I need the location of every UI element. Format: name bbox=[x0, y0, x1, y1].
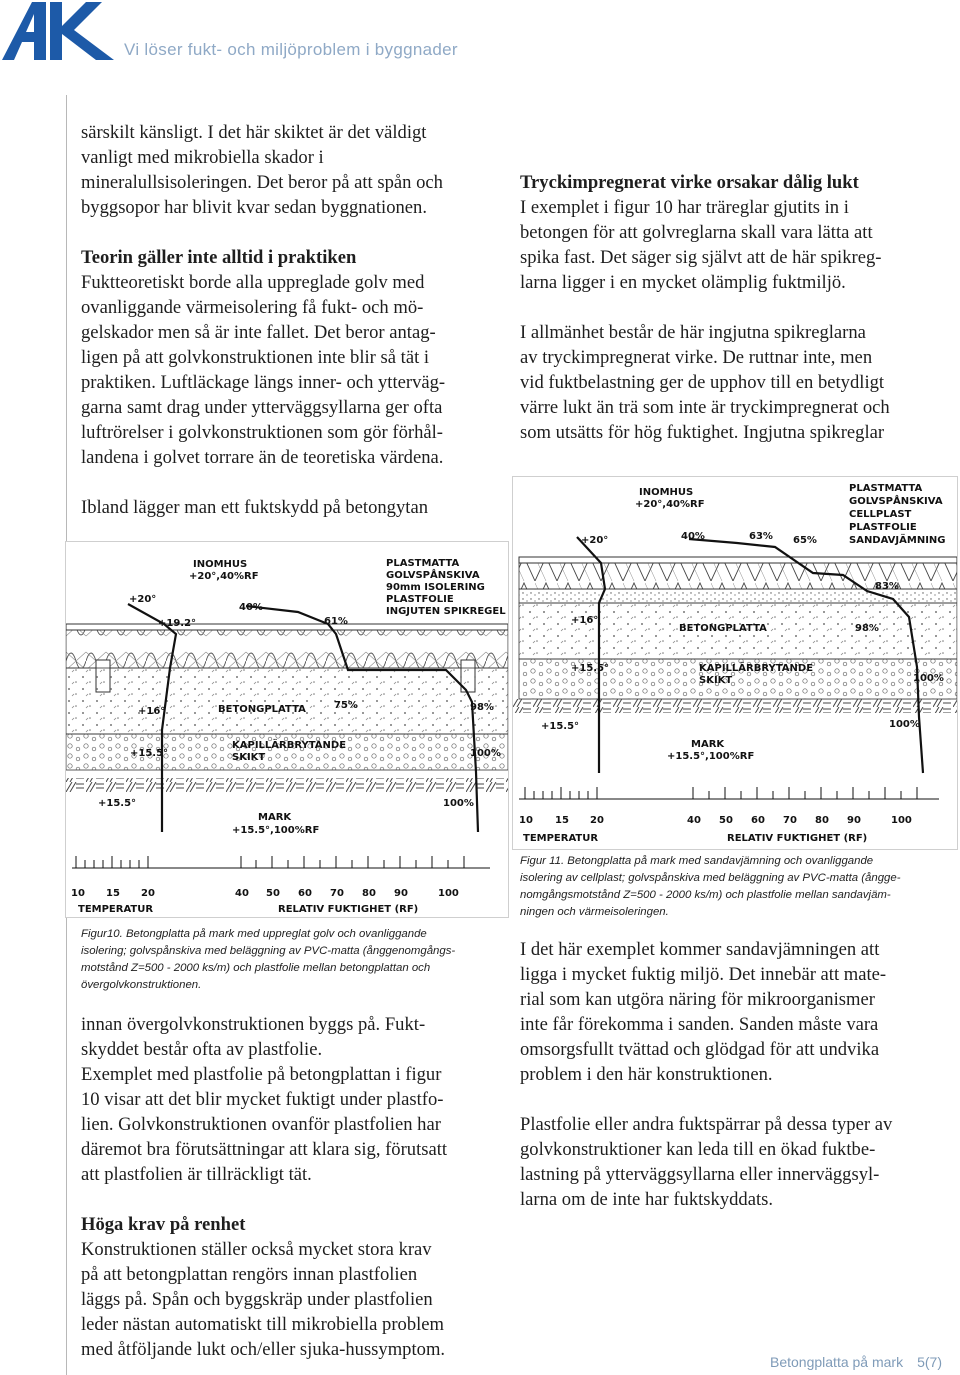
svg-text:10: 10 bbox=[71, 888, 85, 899]
text-line: Plastfolie eller andra fuktspärrar på dessa typer av bbox=[520, 1114, 893, 1135]
svg-text:+15.5°: +15.5° bbox=[541, 721, 580, 732]
svg-text:PLASTMATTA: PLASTMATTA bbox=[386, 558, 460, 569]
tagline: Vi löser fukt- och miljöproblem i byggnader bbox=[124, 40, 458, 59]
text-line: värre lukt än trä som inte är tryckimpregnerat och bbox=[520, 397, 890, 418]
figure-11-caption bbox=[520, 853, 901, 921]
text-line: nomgångsmotstånd Z=500 - 2000 ks/m) och plastfolie mellan sandavjäm- bbox=[520, 889, 891, 901]
svg-text:RELATIV FUKTIGHET (RF): RELATIV FUKTIGHET (RF) bbox=[727, 833, 868, 844]
figure-10-diagram bbox=[65, 541, 509, 918]
text-line: övergolvkonstruktionen. bbox=[81, 979, 202, 991]
heading-renhet: Höga krav på renhet bbox=[81, 1214, 246, 1235]
ak-logo bbox=[2, 2, 114, 60]
text-line: 10 visar att det blir mycket fuktigt under plastfo- bbox=[81, 1089, 444, 1110]
svg-text:MARK: MARK bbox=[691, 739, 725, 750]
text-line: I det här exemplet kommer sandavjämningen att bbox=[520, 939, 880, 960]
text-line: vanligt med mikrobiella skador i bbox=[81, 147, 324, 168]
footer-section: Betongplatta på mark bbox=[770, 1354, 904, 1370]
svg-text:70: 70 bbox=[330, 888, 344, 899]
left-block5 bbox=[81, 1237, 447, 1362]
svg-text:50: 50 bbox=[719, 815, 733, 826]
right-column-top bbox=[520, 170, 890, 445]
svg-text:GOLVSPÅNSKIVA: GOLVSPÅNSKIVA bbox=[849, 496, 943, 507]
text-line: problem i den här konstruktionen. bbox=[520, 1064, 773, 1085]
svg-text:75%: 75% bbox=[334, 700, 358, 711]
text-line: ovanliggande värmeisolering få fukt- och mö- bbox=[81, 297, 424, 318]
text-line: av tryckimpregnerat virke. De ruttnar inte, men bbox=[520, 347, 873, 368]
svg-text:PLASTFOLIE: PLASTFOLIE bbox=[849, 522, 917, 533]
svg-text:+20°,40%RF: +20°,40%RF bbox=[635, 499, 705, 510]
text-line: mineralullsisoleringen. Det beror på att spån och bbox=[81, 172, 443, 193]
svg-text:TEMPERATUR: TEMPERATUR bbox=[523, 833, 599, 844]
right-block1 bbox=[520, 195, 890, 295]
svg-text:100%: 100% bbox=[913, 673, 944, 684]
svg-text:+20°: +20° bbox=[581, 535, 609, 546]
text-line: larna om de inte har fuktskyddats. bbox=[520, 1189, 774, 1210]
svg-text:60: 60 bbox=[751, 815, 765, 826]
text-line: särskilt känsligt. I det här skiktet är det väldigt bbox=[81, 122, 427, 143]
text-line: gelskador men så är inte fallet. Det beror antag- bbox=[81, 322, 436, 343]
right-block3 bbox=[520, 937, 892, 1087]
text-line: larna ligger i en mycket olämplig fuktmiljö. bbox=[520, 272, 846, 293]
right-block4 bbox=[520, 1112, 892, 1212]
text-line: vid fuktbelastning ger de upphov till en betydligt bbox=[520, 372, 885, 393]
text-line: I allmänhet består de här ingjutna spikreglarna bbox=[520, 322, 866, 343]
text-line: Ibland lägger man ett fuktskydd på betongytan bbox=[81, 497, 428, 518]
text-line: isolering; golvspånskiva med beläggning av PVC-matta (ånggenomgångs- bbox=[81, 945, 456, 957]
svg-text:INGJUTEN SPIKREGEL: INGJUTEN SPIKREGEL bbox=[386, 606, 506, 617]
svg-text:61%: 61% bbox=[324, 616, 348, 627]
svg-text:98%: 98% bbox=[470, 702, 494, 713]
text-line: med åtföljande lukt och/eller sjuka-hussymptom. bbox=[81, 1339, 446, 1360]
svg-text:PLASTMATTA: PLASTMATTA bbox=[849, 483, 923, 494]
svg-text:60: 60 bbox=[298, 888, 312, 899]
svg-text:+15.5°: +15.5° bbox=[130, 748, 169, 759]
left-block3 bbox=[81, 495, 445, 520]
text-line: byggsopor har blivit kvar sedan byggnationen. bbox=[81, 197, 427, 218]
svg-text:90mm ISOLERING: 90mm ISOLERING bbox=[386, 582, 485, 593]
text-line: isolering av cellplast; golvspånskiva med beläggning av PVC-matta (ångge- bbox=[520, 872, 901, 884]
svg-text:+19.2°: +19.2° bbox=[158, 618, 197, 629]
svg-text:BETONGPLATTA: BETONGPLATTA bbox=[218, 704, 306, 715]
svg-text:100%: 100% bbox=[443, 798, 474, 809]
left-block1 bbox=[81, 120, 445, 220]
svg-text:100%: 100% bbox=[470, 748, 501, 759]
text-line: Figur 11. Betongplatta på mark med sandavjämning och ovanliggande bbox=[520, 855, 874, 867]
svg-text:40%: 40% bbox=[681, 531, 705, 542]
text-line: landena i golvet torrare än de teoretiska värdena. bbox=[81, 447, 444, 468]
text-line: läggs på. Spån och byggskräp under plastfolien bbox=[81, 1289, 433, 1310]
svg-text:20: 20 bbox=[141, 888, 155, 899]
svg-text:+15.5°,100%RF: +15.5°,100%RF bbox=[667, 751, 755, 762]
svg-text:10: 10 bbox=[519, 815, 533, 826]
svg-text:80: 80 bbox=[362, 888, 376, 899]
figure-11-diagram bbox=[512, 476, 958, 850]
text-line: skyddet består ofta av plastfolie. bbox=[81, 1039, 323, 1060]
svg-text:RELATIV FUKTIGHET (RF): RELATIV FUKTIGHET (RF) bbox=[278, 904, 419, 915]
text-line: spika fast. Det säger sig självt att de här spikreg- bbox=[520, 247, 882, 268]
svg-text:SKIKT: SKIKT bbox=[232, 752, 266, 763]
svg-text:+15.5°: +15.5° bbox=[571, 663, 610, 674]
svg-text:KAPILLÄRBRYTANDE: KAPILLÄRBRYTANDE bbox=[699, 663, 814, 674]
svg-text:MARK: MARK bbox=[258, 812, 292, 823]
text-line: ligga i mycket fuktig miljö. Det innebär att mate- bbox=[520, 964, 887, 985]
text-line: lien. Golvkonstruktionen ovanför plastfolien har bbox=[81, 1114, 441, 1135]
text-line: Figur10. Betongplatta på mark med uppreglat golv och ovanliggande bbox=[81, 928, 427, 940]
page-footer bbox=[770, 1354, 942, 1370]
svg-text:90: 90 bbox=[847, 815, 861, 826]
svg-text:63%: 63% bbox=[749, 531, 773, 542]
svg-text:PLASTFOLIE: PLASTFOLIE bbox=[386, 594, 454, 605]
text-line: garna samt drag under ytterväggsyllarna ger ofta bbox=[81, 397, 443, 418]
svg-text:100%: 100% bbox=[889, 719, 920, 730]
text-line: på att betongplattan rengörs innan plastfolien bbox=[81, 1264, 418, 1285]
svg-text:65%: 65% bbox=[793, 535, 817, 546]
right-column-bottom bbox=[520, 937, 892, 1212]
svg-text:TEMPERATUR: TEMPERATUR bbox=[78, 904, 154, 915]
text-line: ningen och värmeisoleringen. bbox=[520, 906, 669, 918]
svg-text:KAPILLÄRBRYTANDE: KAPILLÄRBRYTANDE bbox=[232, 740, 347, 751]
svg-text:40: 40 bbox=[687, 815, 701, 826]
svg-text:CELLPLAST: CELLPLAST bbox=[849, 509, 912, 520]
text-line: inte får förekomma i sanden. Sanden måste vara bbox=[520, 1014, 879, 1035]
svg-text:98%: 98% bbox=[855, 623, 879, 634]
svg-text:INOMHUS: INOMHUS bbox=[193, 559, 248, 570]
text-line: rial som kan utgöra näring för mikroorganismer bbox=[520, 989, 875, 1010]
svg-text:GOLVSPÅNSKIVA: GOLVSPÅNSKIVA bbox=[386, 570, 480, 581]
text-line: lastning på ytterväggsyllarna eller innerväggsyl- bbox=[520, 1164, 880, 1185]
text-line: golvkonstruktioner kan leda till en ökad fuktbe- bbox=[520, 1139, 876, 1160]
text-line: däremot bra förutsättningar att klara sig, förutsatt bbox=[81, 1139, 448, 1160]
svg-text:15: 15 bbox=[106, 888, 120, 899]
text-line: att plastfolien är tillräckligt tät. bbox=[81, 1164, 312, 1185]
svg-text:100: 100 bbox=[891, 815, 912, 826]
svg-text:BETONGPLATTA: BETONGPLATTA bbox=[679, 623, 767, 634]
svg-text:50: 50 bbox=[266, 888, 280, 899]
svg-text:INOMHUS: INOMHUS bbox=[639, 487, 694, 498]
text-line: motstånd Z=500 - 2000 ks/m) och plastfolie mellan betongplattan och bbox=[81, 962, 431, 974]
svg-text:90: 90 bbox=[394, 888, 408, 899]
text-line: Konstruktionen ställer också mycket stora krav bbox=[81, 1239, 432, 1260]
text-line: praktiken. Luftläckage längs inner- och ytterväg- bbox=[81, 372, 446, 393]
text-line: I exemplet i figur 10 har träreglar gjutits in i bbox=[520, 197, 849, 218]
text-line: innan övergolvkonstruktionen byggs på. Fukt- bbox=[81, 1014, 426, 1035]
left-block2 bbox=[81, 270, 445, 470]
svg-text:+15.5°: +15.5° bbox=[98, 798, 137, 809]
svg-text:83%: 83% bbox=[875, 581, 899, 592]
svg-text:15: 15 bbox=[555, 815, 569, 826]
svg-text:SKIKT: SKIKT bbox=[699, 675, 733, 686]
text-line: betongen för att golvreglarna skall vara lätta att bbox=[520, 222, 873, 243]
figure-10-caption bbox=[81, 926, 455, 994]
left-column-bottom bbox=[81, 1012, 447, 1362]
text-line: luftrörelser i golvkonstruktionen som gör förhål- bbox=[81, 422, 443, 443]
svg-text:20: 20 bbox=[590, 815, 604, 826]
svg-text:80: 80 bbox=[815, 815, 829, 826]
text-line: ligen på att golvkonstruktionen inte blir så tät i bbox=[81, 347, 430, 368]
right-block2 bbox=[520, 320, 890, 445]
svg-text:+16°: +16° bbox=[571, 615, 599, 626]
page-number: 5(7) bbox=[917, 1354, 942, 1370]
svg-text:+20°,40%RF: +20°,40%RF bbox=[189, 571, 259, 582]
text-line: Exemplet med plastfolie på betongplattan i figur bbox=[81, 1064, 442, 1085]
svg-text:70: 70 bbox=[783, 815, 797, 826]
svg-text:40: 40 bbox=[235, 888, 249, 899]
heading-teori: Teorin gäller inte alltid i praktiken bbox=[81, 247, 357, 268]
svg-text:100: 100 bbox=[438, 888, 459, 899]
left-block4 bbox=[81, 1012, 447, 1187]
text-line: leder nästan automatiskt till mikrobiella problem bbox=[81, 1314, 445, 1335]
svg-text:+20°: +20° bbox=[129, 594, 157, 605]
left-column-top bbox=[81, 120, 445, 520]
svg-text:SANDAVJÄMNING: SANDAVJÄMNING bbox=[849, 535, 946, 546]
svg-text:+16°: +16° bbox=[138, 706, 166, 717]
heading-tryckimpregnerat: Tryckimpregnerat virke orsakar dålig lukt bbox=[520, 172, 859, 193]
text-line: Fuktteoretiskt borde alla uppreglade golv med bbox=[81, 272, 425, 293]
text-line: omsorgsfullt tvättad och glödgad för att undvika bbox=[520, 1039, 880, 1060]
svg-text:+15.5°,100%RF: +15.5°,100%RF bbox=[232, 825, 320, 836]
svg-text:40%: 40% bbox=[239, 602, 263, 613]
text-line: som utsätts för hög fuktighet. Ingjutna spikreglar bbox=[520, 422, 885, 443]
